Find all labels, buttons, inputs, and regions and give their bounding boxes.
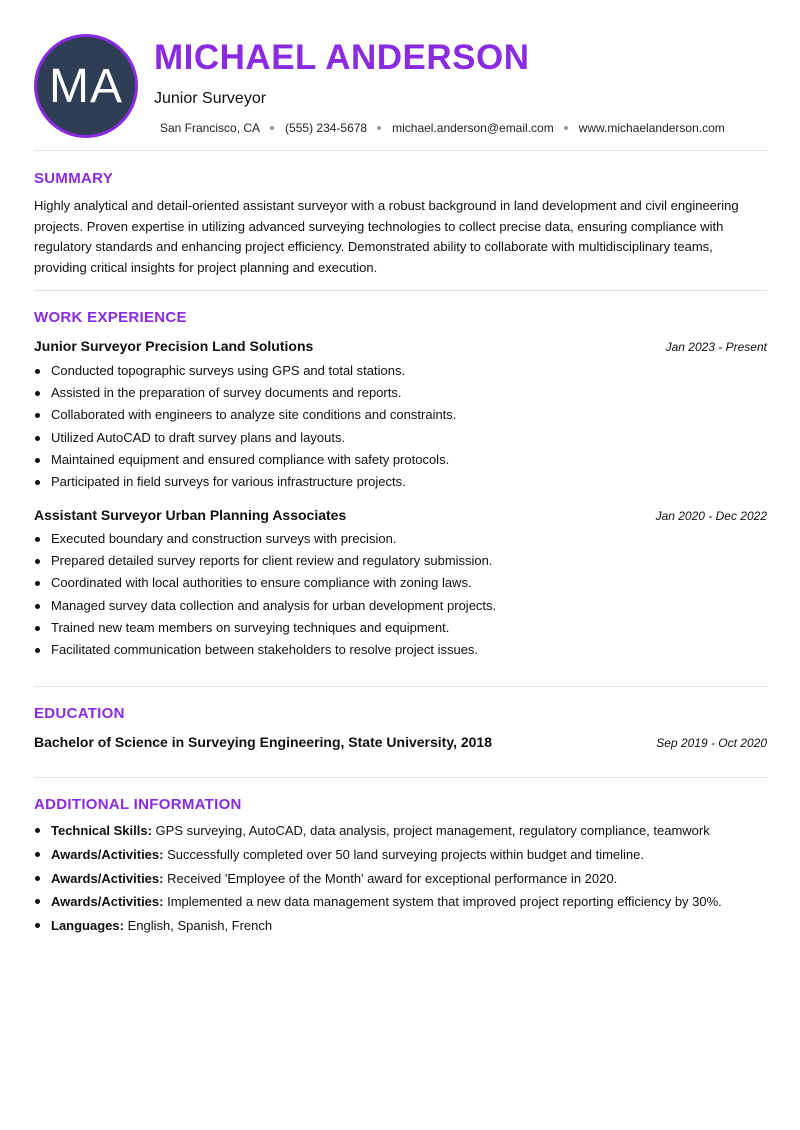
list-item: Facilitated communication between stakeholders to resolve project issues. [51,639,767,661]
list-item [51,867,767,891]
list-item [51,819,767,843]
job-date: Jan 2023 - Present [665,340,767,354]
list-item: Executed boundary and construction surveys with precision. [51,528,767,550]
summary-text: Highly analytical and detail-oriented assistant surveyor with a robust background in land development and civil engineering projects. Proven expertise in utilizing advanced surveying technologies to collect precise data, ensuring compliance with regulatory standards and enhancing project efficiency. Demonstrated ability to collaborate with multidisciplinary teams, providing critical insights for project planning and execution. [34,198,739,275]
education-date: Sep 2019 - Oct 2020 [656,736,767,750]
item-label: Technical Skills: [51,823,152,838]
job-header [34,507,767,525]
additional-list [51,819,767,938]
education-heading: EDUCATION [34,705,125,722]
candidate-name: MICHAEL ANDERSON [154,38,530,77]
item-text: Implemented a new data management system that improved project reporting efficiency by 30%. [163,894,722,910]
additional-heading: ADDITIONAL INFORMATION [34,796,242,813]
list-item [51,914,767,938]
list-item [51,843,767,867]
divider [34,150,767,151]
candidate-role: Junior Surveyor [154,90,267,107]
dot-separator [270,126,274,130]
dot-separator [564,126,568,130]
job-title: Junior Surveyor Precision Land Solutions [34,338,314,354]
item-text: GPS surveying, AutoCAD, data analysis, project management, regulatory compliance, teamwork [151,823,710,838]
list-item: Coordinated with local authorities to ensure compliance with zoning laws. [51,572,767,594]
job-title: Assistant Surveyor Urban Planning Associates [34,507,347,523]
item-label: Languages: [51,918,124,934]
list-item [51,890,767,914]
dot-separator [377,126,381,130]
divider [34,290,767,291]
list-item: Maintained equipment and ensured compliance with safety protocols. [51,449,767,471]
job-bullets [51,360,767,493]
list-item: Collaborated with engineers to analyze site conditions and constraints. [51,404,767,426]
experience-heading: WORK EXPERIENCE [34,309,187,326]
list-item: Trained new team members on surveying techniques and equipment. [51,617,767,639]
contact-email[interactable]: michael.anderson@email.com [392,121,554,135]
item-text: Successfully completed over 50 land surveying projects within budget and timeline. [163,846,645,862]
contact-phone: (555) 234-5678 [285,121,368,135]
education-entry [34,734,767,752]
item-text: English, Spanish, French [123,918,273,934]
item-label: Awards/Activities: [51,894,164,910]
list-item: Participated in field surveys for various infrastructure projects. [51,471,767,493]
avatar-initials: MA [49,59,123,113]
contact-website[interactable]: www.michaelanderson.com [578,121,725,135]
item-text: Received 'Employee of the Month' award for exceptional performance in 2020. [163,870,618,886]
item-label: Awards/Activities: [51,870,164,886]
list-item: Assisted in the preparation of survey documents and reports. [51,382,767,404]
list-item: Conducted topographic surveys using GPS and total stations. [51,360,767,382]
contact-location: San Francisco, CA [160,121,261,135]
job-header [34,338,767,356]
degree: Bachelor of Science in Surveying Engineering, State University, 2018 [34,734,493,750]
list-item: Managed survey data collection and analysis for urban development projects. [51,595,767,617]
resume-header [34,34,767,138]
avatar [34,34,138,138]
list-item: Prepared detailed survey reports for client review and regulatory submission. [51,550,767,572]
item-label: Awards/Activities: [51,846,164,862]
job-date: Jan 2020 - Dec 2022 [655,509,767,523]
list-item: Utilized AutoCAD to draft survey plans and layouts. [51,427,767,449]
job-bullets [51,528,767,661]
divider [34,686,767,687]
contact-line [160,121,725,135]
summary-heading: SUMMARY [34,170,114,187]
divider [34,777,767,778]
